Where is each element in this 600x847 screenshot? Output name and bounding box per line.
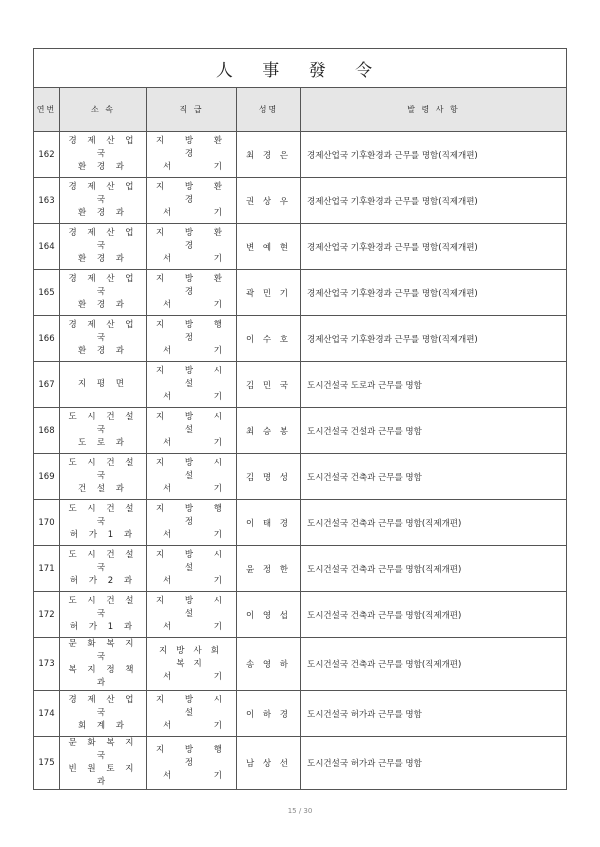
row-department [60,638,147,691]
row-department [60,546,147,592]
rank-line-2: 서 기 [163,392,222,402]
table-row [34,362,567,408]
row-department [60,316,147,362]
page-number: 15 / 30 [287,807,313,815]
department-line-1: 경 제 산 업 국 [68,320,138,343]
department-line-1: 경 제 산 업 국 [68,136,138,159]
department-line-1: 경 제 산 업 국 [68,274,138,297]
department-line-1: 도 시 건 설 국 [68,458,138,481]
rank-line-1: 지 방 행 정 [155,744,232,768]
table-body [34,132,567,790]
row-order: 도시건설국 도로과 근무를 명함 [301,362,567,408]
row-rank [147,316,237,362]
document-title: 人 事 發 令 [34,49,567,88]
row-rank [147,691,237,737]
row-name: 권 상 우 [237,178,301,224]
department-line-2: 허 가 1 과 [69,622,137,632]
rank-line-1: 지 방 행 정 [155,320,232,343]
table-row [34,638,567,691]
department-line-2: 빈 원 토 지 과 [68,764,138,787]
rank-line-2: 서 기 [163,671,222,682]
row-rank [147,592,237,638]
department-line-2: 도 로 과 [77,438,129,448]
row-number: 175 [34,737,60,790]
row-department [60,132,147,178]
department-line-2: 환 경 과 [77,162,129,172]
row-rank [147,178,237,224]
row-order: 도시건설국 건축과 근무를 명함 [301,454,567,500]
row-number: 173 [34,638,60,691]
department-line-2: 환 경 과 [77,300,129,310]
row-number: 164 [34,224,60,270]
row-number: 162 [34,132,60,178]
row-rank [147,638,237,691]
row-order: 경제산업국 기후환경과 근무를 명함(직제개편) [301,224,567,270]
table-row [34,178,567,224]
department-line-1: 문 화 복 지 국 [68,639,138,662]
row-rank [147,224,237,270]
table-row [34,132,567,178]
row-name: 윤 정 한 [237,546,301,592]
header-rank: 직 급 [147,88,237,132]
row-department [60,737,147,790]
table-header-row [34,88,567,132]
row-order: 도시건설국 건설과 근무를 명함 [301,408,567,454]
row-department [60,362,147,408]
rank-line-2: 서 기 [163,162,222,172]
department-line-1: 문 화 복 지 국 [68,738,138,761]
rank-line-2: 서 기 [163,484,222,494]
row-department [60,270,147,316]
row-rank [147,454,237,500]
rank-line-2: 서 기 [163,770,222,781]
row-name: 변 예 현 [237,224,301,270]
row-rank [147,408,237,454]
rank-line-1: 지 방 시 설 [155,412,232,435]
row-rank [147,500,237,546]
department-line-2: 환 경 과 [77,346,129,356]
row-order: 경제산업국 기후환경과 근무를 명함(직제개편) [301,132,567,178]
rank-line-1: 지 방 환 경 [155,136,232,159]
row-number: 172 [34,592,60,638]
rank-line-2: 서 기 [163,721,222,731]
department-line-2: 복 지 정 책 과 [68,665,138,688]
rank-line-1: 지 방 시 설 [155,458,232,481]
row-order: 도시건설국 건축과 근무를 명함(직제개편) [301,546,567,592]
department-line-1: 도 시 건 설 국 [68,550,138,573]
rank-line-1: 지 방 환 경 [155,182,232,205]
department-line-2: 환 경 과 [77,254,129,264]
row-number: 169 [34,454,60,500]
table-row [34,546,567,592]
table-row [34,408,567,454]
row-number: 171 [34,546,60,592]
row-name: 최 승 봉 [237,408,301,454]
row-rank [147,546,237,592]
rank-line-2: 서 기 [163,254,222,264]
table-row [34,500,567,546]
row-rank [147,132,237,178]
row-rank [147,270,237,316]
row-order: 경제산업국 기후환경과 근무를 명함(직제개편) [301,178,567,224]
row-department [60,408,147,454]
row-name: 곽 민 기 [237,270,301,316]
row-number: 168 [34,408,60,454]
row-order: 경제산업국 기후환경과 근무를 명함(직제개편) [301,316,567,362]
rank-line-2: 서 기 [163,300,222,310]
header-dept: 소 속 [60,88,147,132]
table-row [34,592,567,638]
rank-line-1: 지 방 시 설 [155,550,232,573]
row-department [60,454,147,500]
table-row [34,270,567,316]
department-line-2: 허 가 2 과 [69,576,137,586]
row-name: 이 태 경 [237,500,301,546]
department-line-1: 도 시 건 설 국 [68,412,138,435]
row-order: 경제산업국 기후환경과 근무를 명함(직제개편) [301,270,567,316]
rank-line-1: 지 방 행 정 [155,504,232,527]
department-line-1: 경 제 산 업 국 [68,228,138,251]
rank-line-1: 지 방 시 설 [155,596,232,619]
header-no: 연번 [34,88,60,132]
department-line-2: 허 가 1 과 [69,530,137,540]
department-line-2: 건 설 과 [77,484,129,494]
row-number: 165 [34,270,60,316]
rank-line-1: 지 방 환 경 [155,228,232,251]
row-order: 도시건설국 허가과 근무를 명함 [301,691,567,737]
row-department [60,178,147,224]
header-name: 성명 [237,88,301,132]
department-line-1: 경 제 산 업 국 [68,182,138,205]
rank-line-1: 지 방 환 경 [155,274,232,297]
department-line-2: 환 경 과 [77,208,129,218]
header-order: 발 령 사 항 [301,88,567,132]
row-department [60,691,147,737]
row-department [60,592,147,638]
department-line-1: 도 시 건 설 국 [68,596,138,619]
row-order: 도시건설국 허가과 근무를 명함 [301,737,567,790]
rank-line-2: 서 기 [163,438,222,448]
department-line-2: 회 계 과 [77,721,129,731]
department-line-1: 지 평 면 [77,379,129,389]
row-order: 도시건설국 건축과 근무를 명함(직제개편) [301,638,567,691]
rank-line-1: 지방사회복지 [159,645,228,669]
row-order: 도시건설국 건축과 근무를 명함(직제개편) [301,592,567,638]
row-order: 도시건설국 건축과 근무를 명함(직제개편) [301,500,567,546]
row-name: 이 영 섭 [237,592,301,638]
row-rank [147,362,237,408]
department-line-1: 도 시 건 설 국 [68,504,138,527]
table-row [34,691,567,737]
rank-line-2: 서 기 [163,208,222,218]
table-row [34,737,567,790]
row-name: 이 수 호 [237,316,301,362]
row-department [60,500,147,546]
personnel-order-sheet [33,48,566,790]
row-rank [147,737,237,790]
rank-line-1: 지 방 시 설 [155,366,232,389]
rank-line-2: 서 기 [163,530,222,540]
table-row [34,316,567,362]
row-number: 174 [34,691,60,737]
row-name: 남 상 선 [237,737,301,790]
row-number: 163 [34,178,60,224]
row-department [60,224,147,270]
row-number: 170 [34,500,60,546]
table-row [34,454,567,500]
personnel-order-table [33,48,567,790]
row-number: 166 [34,316,60,362]
row-number: 167 [34,362,60,408]
table-row [34,224,567,270]
row-name: 송 영 하 [237,638,301,691]
row-name: 최 경 은 [237,132,301,178]
row-name: 이 하 경 [237,691,301,737]
row-name: 김 민 국 [237,362,301,408]
department-line-1: 경 제 산 업 국 [68,695,138,718]
rank-line-2: 서 기 [163,622,222,632]
rank-line-2: 서 기 [163,346,222,356]
row-name: 김 명 성 [237,454,301,500]
rank-line-1: 지 방 시 설 [155,695,232,718]
rank-line-2: 서 기 [163,576,222,586]
